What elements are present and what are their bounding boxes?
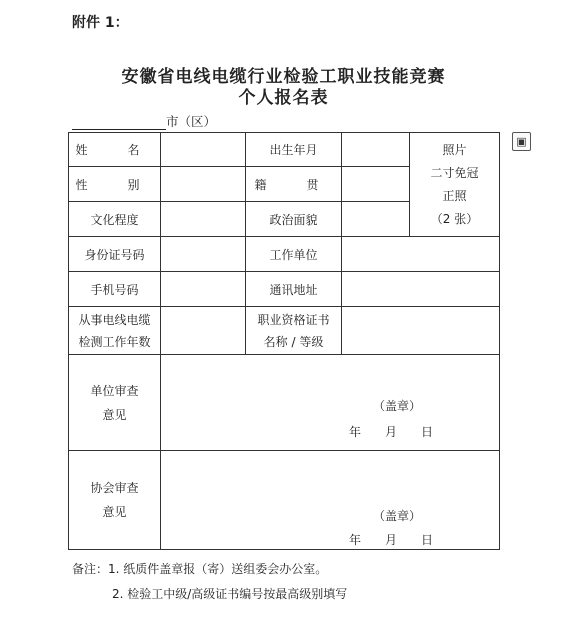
native-label: 籍 贯 [246, 167, 342, 202]
birth-field[interactable] [342, 133, 410, 167]
cert-label-line1: 职业资格证书 [257, 312, 330, 327]
assoc-seal-label: （盖章） [373, 509, 422, 523]
photo-text-3: 正照 [442, 188, 467, 203]
birth-label: 出生年月 [246, 133, 342, 167]
name-label: 姓 名 [69, 133, 161, 167]
years-label-line2: 检测工作年数 [78, 334, 151, 349]
photo-text-2: 二寸免冠 [430, 165, 479, 180]
assoc-review-line1: 协会审查 [90, 481, 139, 495]
phone-label: 手机号码 [69, 272, 161, 307]
city-field [72, 112, 216, 130]
political-label: 政治面貌 [246, 202, 342, 237]
id-field[interactable] [161, 237, 246, 272]
city-suffix: 市（区） [166, 114, 217, 129]
unit-review-line1: 单位审查 [90, 383, 139, 398]
years-label [69, 307, 161, 355]
form-title-line2: 个人报名表 [238, 88, 329, 108]
city-blank[interactable] [72, 115, 166, 130]
gender-field[interactable] [161, 167, 246, 202]
address-label: 通讯地址 [246, 272, 342, 307]
assoc-review-label [69, 451, 161, 550]
name-field[interactable] [161, 133, 246, 167]
unit-review-label [69, 355, 161, 451]
note-2: 2. 检验工中级/高级证书编号按最高级别填写 [112, 587, 348, 601]
unit-review-field[interactable] [161, 355, 500, 451]
political-field[interactable] [342, 202, 410, 237]
work-unit-label: 工作单位 [246, 237, 342, 272]
education-field[interactable] [161, 202, 246, 237]
unit-review-line2: 意见 [102, 407, 127, 422]
unit-seal-label: （盖章） [373, 399, 422, 413]
years-field[interactable] [161, 307, 246, 355]
education-label: 文化程度 [69, 202, 161, 237]
photo-text-4: （2 张） [430, 211, 479, 226]
address-field[interactable] [342, 272, 500, 307]
photo-text-1: 照片 [442, 142, 467, 157]
assoc-review-field[interactable] [161, 451, 500, 550]
work-unit-field[interactable] [342, 237, 500, 272]
scan-icon[interactable]: ▣ [512, 132, 531, 151]
unit-date-label: 年 月 日 [349, 425, 434, 439]
registration-form [68, 132, 500, 550]
assoc-date-label: 年 月 日 [349, 533, 434, 547]
years-label-line1: 从事电线电缆 [78, 312, 151, 327]
attachment-label: 附件 1： [72, 15, 129, 31]
id-label: 身份证号码 [69, 237, 161, 272]
cert-label [246, 307, 342, 355]
gender-label: 性 别 [69, 167, 161, 202]
photo-box[interactable] [410, 133, 500, 237]
phone-field[interactable] [161, 272, 246, 307]
native-field[interactable] [342, 167, 410, 202]
form-title-line1: 安徽省电线电缆行业检验工职业技能竞赛 [121, 67, 446, 87]
cert-field[interactable] [342, 307, 500, 355]
note-1: 备注：1. 纸质件盖章报（寄）送组委会办公室。 [72, 562, 328, 576]
cert-label-line2: 名称 / 等级 [263, 334, 324, 349]
assoc-review-line2: 意见 [102, 505, 127, 519]
